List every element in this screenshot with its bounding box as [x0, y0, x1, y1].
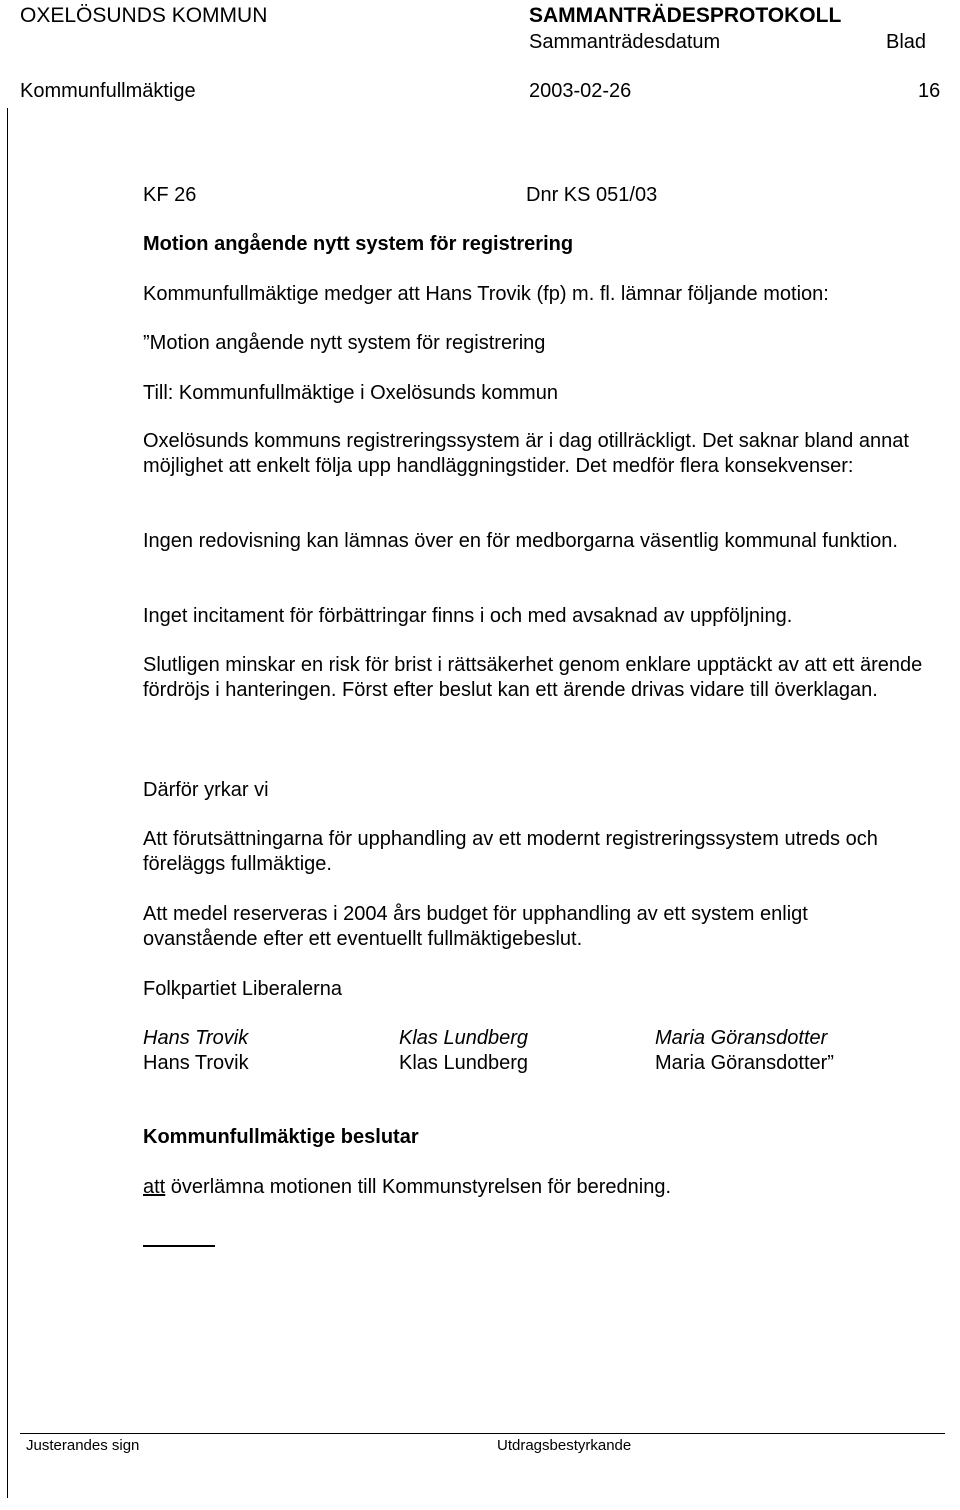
body-name: Kommunfullmäktige: [20, 80, 196, 102]
decision-heading: Kommunfullmäktige beslutar: [143, 1126, 419, 1148]
footer-rule: [20, 1433, 945, 1434]
case-number: KF 26: [143, 184, 197, 206]
signature-3: Maria Göransdotter: [655, 1027, 828, 1049]
paragraph-7: Att medel reserveras i 2004 års budget för upphandling av ett system enligt ovanstående efter ett eventuellt fullmäktigebeslut.: [143, 903, 808, 950]
meeting-date: 2003-02-26: [529, 80, 632, 102]
end-rule: [143, 1245, 215, 1247]
page-number: 16: [918, 80, 941, 102]
signatory-name-1: Hans Trovik: [143, 1052, 249, 1074]
footer-sign-label: Justerandes sign: [26, 1437, 140, 1454]
paragraph-1: Oxelösunds kommuns registreringssystem är i dag otillräckligt. Det saknar bland annat möjlighet att enkelt följa upp handläggningstider. Det medför flera konsekvenser:: [143, 430, 909, 477]
party-name: Folkpartiet Liberalerna: [143, 978, 342, 1000]
doc-type: SAMMANTRÄDESPROTOKOLL: [529, 4, 842, 27]
decision-text: [143, 1175, 671, 1199]
page-label: Blad: [886, 31, 927, 53]
left-margin-line: [7, 108, 8, 1498]
date-label: Sammanträdesdatum: [529, 31, 721, 53]
decision-body: överlämna motionen till Kommunstyrelsen för beredning.: [165, 1176, 672, 1198]
org-name: OXELÖSUNDS KOMMUN: [20, 4, 268, 27]
signature-1: Hans Trovik: [143, 1027, 249, 1049]
signature-2: Klas Lundberg: [399, 1027, 528, 1049]
paragraph-4: Slutligen minskar en risk för brist i rättsäkerhet genom enklare upptäckt av att ett ärende fördröjs i hanteringen. Först efter beslut kan ett ärende drivas vidare till överklagan.: [143, 654, 923, 701]
signatory-name-2: Klas Lundberg: [399, 1052, 528, 1074]
case-dnr: Dnr KS 051/03: [526, 184, 658, 206]
paragraph-3: Inget incitament för förbättringar finns i och med avsaknad av uppföljning.: [143, 605, 793, 627]
signatory-name-3: Maria Göransdotter”: [655, 1052, 834, 1074]
recipient-line: Till: Kommunfullmäktige i Oxelösunds kommun: [143, 382, 558, 404]
case-title: Motion angående nytt system för registrering: [143, 233, 574, 255]
intro-text: Kommunfullmäktige medger att Hans Trovik (fp) m. fl. lämnar följande motion:: [143, 283, 829, 305]
decision-att: att: [143, 1176, 166, 1198]
footer-extract-label: Utdragsbestyrkande: [497, 1437, 632, 1454]
motion-title: ”Motion angående nytt system för registrering: [143, 332, 546, 354]
paragraph-2: Ingen redovisning kan lämnas över en för medborgarna väsentlig kommunal funktion.: [143, 530, 898, 552]
paragraph-6: Att förutsättningarna för upphandling av ett modernt registreringssystem utreds och föreläggs fullmäktige.: [143, 828, 878, 875]
paragraph-5: Därför yrkar vi: [143, 779, 269, 801]
